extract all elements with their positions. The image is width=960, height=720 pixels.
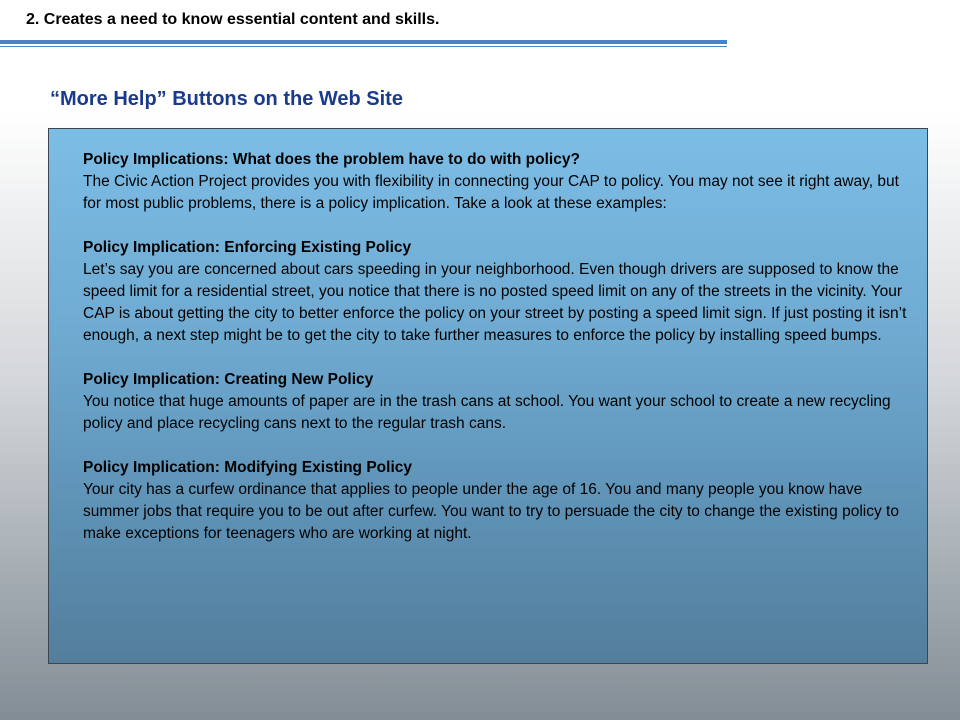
- section-heading: Policy Implication: Modifying Existing Policy: [83, 459, 412, 476]
- section-heading: Policy Implication: Creating New Policy: [83, 371, 374, 388]
- section-creating-new-policy: [83, 369, 909, 435]
- section-heading: Policy Implications: What does the problem have to do with policy?: [83, 151, 580, 168]
- slide-header: 2. Creates a need to know essential content and skills.: [26, 11, 440, 28]
- header-rule-thin: [0, 46, 727, 47]
- section-body: The Civic Action Project provides you with flexibility in connecting your CAP to policy. You may not see it right away, but for most public problems, there is a policy implication. Take a look at these examples:: [83, 173, 899, 212]
- section-body: You notice that huge amounts of paper are in the trash cans at school. You want your school to create a new recycling policy and place recycling cans next to the regular trash cans.: [83, 393, 891, 432]
- content-box: [48, 128, 928, 664]
- section-policy-implications: [83, 149, 909, 215]
- section-enforcing-existing-policy: [83, 237, 909, 347]
- header-rule-thick: [0, 40, 727, 44]
- section-modifying-existing-policy: [83, 457, 909, 545]
- section-body: Let’s say you are concerned about cars speeding in your neighborhood. Even though drivers are supposed to know the speed limit for a residential street, you notice that there is no posted speed limit on any of the streets in the vicinity. Your CAP is about getting the city to better enforce the policy on your street by posting a speed limit sign. If just posting it isn’t enough, a next step might be to get the city to take further measures to enforce the policy by installing speed bumps.: [83, 261, 907, 344]
- slide-title: “More Help” Buttons on the Web Site: [50, 88, 403, 110]
- section-heading: Policy Implication: Enforcing Existing Policy: [83, 239, 412, 256]
- section-body: Your city has a curfew ordinance that applies to people under the age of 16. You and many people you know have summer jobs that require you to be out after curfew. You want to try to persuade the city to change the existing policy to make exceptions for teenagers who are working at night.: [83, 481, 899, 542]
